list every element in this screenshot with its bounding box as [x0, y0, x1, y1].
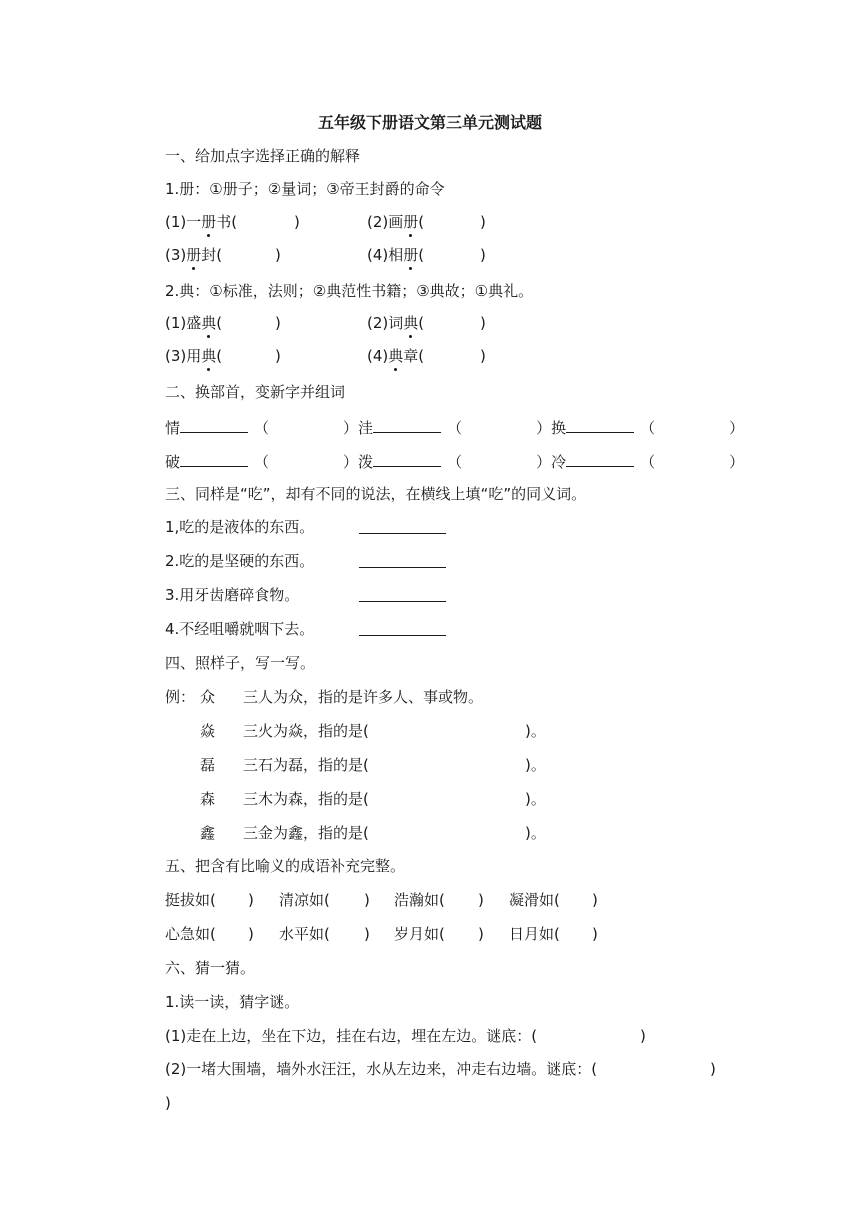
idiom-close: )	[592, 925, 598, 943]
riddle-2-wrap: )	[165, 1094, 171, 1112]
riddle-1: (1)走在上边，坐在下边，挂在右边，埋在左边。谜底：(	[165, 1027, 538, 1045]
riddle-1-close: )	[640, 1027, 646, 1045]
compose-text-2: 三石为磊，指的是(	[243, 756, 369, 774]
dotted-char: 册	[403, 246, 419, 264]
idiom-2-3: 岁月如(	[394, 925, 445, 943]
q1-item-1: (1)一册书(	[165, 213, 238, 231]
compose-char-1: 焱	[200, 722, 216, 740]
section-2-heading: 二、换部首，变新字并组词	[165, 383, 346, 401]
q1-item-3-close: )	[275, 246, 281, 264]
idiom-2-1: 心急如(	[165, 925, 216, 943]
idiom-1-1: 挺拔如(	[165, 891, 216, 909]
idiom-close: )	[592, 891, 598, 909]
q2-item-1: (1)盛典(	[165, 314, 223, 332]
riddle-2-close: )	[710, 1060, 716, 1078]
q1-item-2-close: )	[480, 213, 486, 231]
example-text: 三人为众，指的是许多人、事或物。	[243, 688, 484, 706]
compose-close-4: )。	[525, 824, 546, 842]
answer-blank[interactable]	[566, 416, 634, 433]
idiom-close: )	[364, 891, 370, 909]
synonym-blank-2[interactable]	[359, 551, 446, 573]
synonym-item-4: 4.不经咀嚼就咽下去。	[165, 620, 315, 638]
compose-close-3: )。	[525, 790, 546, 808]
synonym-item-3: 3.用牙齿磨碎食物。	[165, 586, 300, 604]
example-label: 例：	[165, 688, 196, 706]
page-title: 五年级下册语文第三单元测试题	[317, 113, 542, 132]
q1-item-4-close: )	[480, 246, 486, 264]
synonym-blank-1[interactable]	[359, 517, 446, 539]
answer-blank[interactable]	[180, 416, 248, 433]
dotted-char: 典	[201, 347, 217, 365]
q2-item-3: (3)用典(	[165, 347, 223, 365]
idiom-2-2: 水平如(	[279, 925, 330, 943]
synonym-blank-3[interactable]	[359, 585, 446, 607]
idiom-1-2: 清凉如(	[279, 891, 330, 909]
section-5-heading: 五、把含有比喻义的成语补充完整。	[165, 857, 406, 875]
compose-text-3: 三木为森，指的是(	[243, 790, 369, 808]
answer-blank[interactable]	[373, 450, 441, 467]
section-6-heading: 六、猜一猜。	[165, 959, 256, 977]
compose-char-2: 磊	[200, 756, 216, 774]
q2-item-3-close: )	[275, 347, 281, 365]
dotted-char: 典	[403, 314, 419, 332]
idiom-close: )	[364, 925, 370, 943]
dotted-char: 典	[201, 314, 217, 332]
riddle-2: (2)一堵大围墙，墙外水汪汪，水从左边来，冲走右边墙。谜底：(	[165, 1060, 598, 1078]
idiom-1-4: 凝滑如(	[509, 891, 560, 909]
answer-blank[interactable]	[566, 450, 634, 467]
compose-close-1: )。	[525, 722, 546, 740]
dotted-char: 册	[403, 213, 419, 231]
q1-item-4: (4)相册(	[367, 246, 425, 264]
dotted-char: 册	[186, 246, 202, 264]
idiom-close: )	[248, 891, 254, 909]
q2-item-2: (2)词典(	[367, 314, 425, 332]
section-1-heading: 一、给加点字选择正确的解释	[165, 147, 361, 165]
compose-text-1: 三火为焱，指的是(	[243, 722, 369, 740]
synonym-item-1: 1,吃的是液体的东西。	[165, 518, 315, 536]
q1-item-1-close: )	[294, 213, 300, 231]
synonym-item-2: 2.吃的是坚硬的东西。	[165, 552, 315, 570]
answer-blank[interactable]	[373, 416, 441, 433]
compose-char-4: 鑫	[200, 824, 216, 842]
radical-row-2: 破 （ ）泼 （ ）冷 （ ）	[165, 450, 744, 472]
q2-item-4-close: )	[480, 347, 486, 365]
section-4-heading: 四、照样子，写一写。	[165, 654, 316, 672]
question-1-2: 2.典：①标准，法则；②典范性书籍；③典故；①典礼。	[165, 282, 534, 300]
q1-item-2: (2)画册(	[367, 213, 425, 231]
idiom-close: )	[478, 891, 484, 909]
dotted-char: 典	[388, 347, 404, 365]
q2-item-1-close: )	[275, 314, 281, 332]
riddle-intro: 1.读一读，猜字谜。	[165, 993, 300, 1011]
radical-row-1: 情 （ ）洼 （ ）换 （ ）	[165, 416, 744, 438]
example-char: 众	[200, 688, 216, 706]
idiom-1-3: 浩瀚如(	[394, 891, 445, 909]
synonym-blank-4[interactable]	[359, 619, 446, 641]
compose-char-3: 森	[200, 790, 216, 808]
q2-item-4: (4)典章(	[367, 347, 425, 365]
compose-close-2: )。	[525, 756, 546, 774]
section-3-heading: 三、同样是“吃”，却有不同的说法，在横线上填“吃”的同义词。	[165, 485, 587, 503]
idiom-close: )	[478, 925, 484, 943]
answer-blank[interactable]	[180, 450, 248, 467]
compose-text-4: 三金为鑫，指的是(	[243, 824, 369, 842]
q2-item-2-close: )	[480, 314, 486, 332]
idiom-close: )	[248, 925, 254, 943]
idiom-2-4: 日月如(	[509, 925, 560, 943]
dotted-char: 册	[201, 213, 217, 231]
q1-item-3: (3)册封(	[165, 246, 223, 264]
question-1-1: 1.册：①册子；②量词；③帝王封爵的命令	[165, 180, 445, 198]
